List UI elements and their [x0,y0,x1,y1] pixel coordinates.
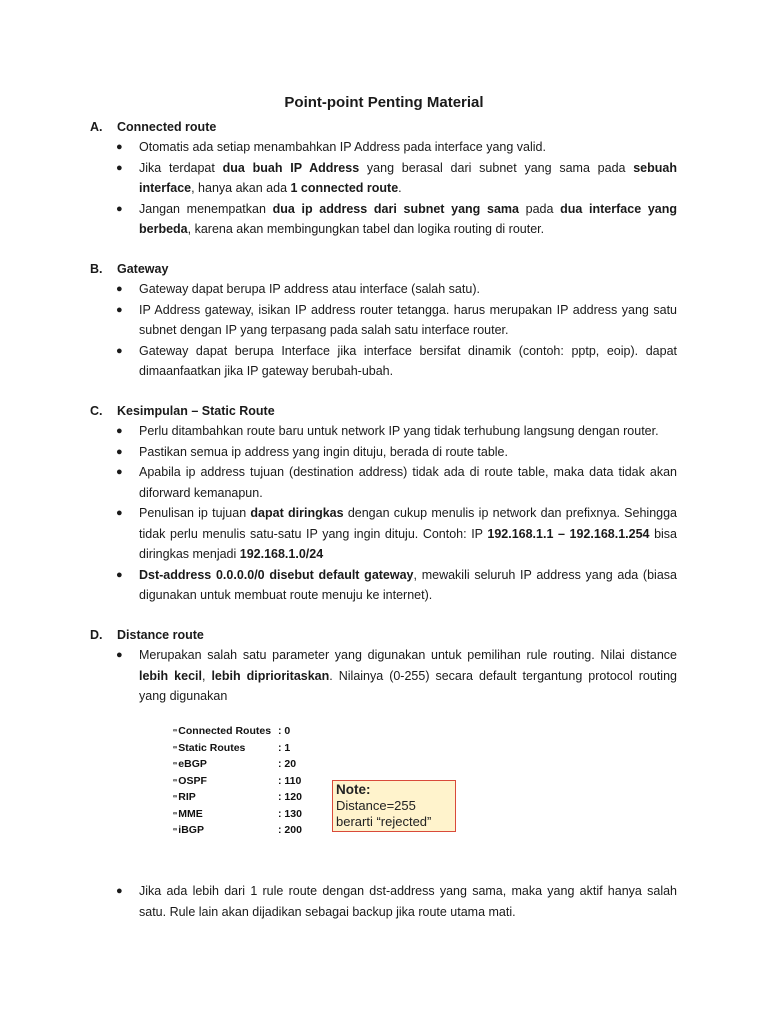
protocol-label: Connected Routes [178,725,272,738]
bullet-icon: ● [116,885,123,897]
list-item-text: Jika ada lebih dari 1 rule route dengan dst-address yang sama, maka yang aktif hanya salah satu. Rule lain akan dijadikan sebagai backup jika route utama mati. [139,884,677,919]
bullet-icon: ● [116,425,123,437]
note-box [332,780,456,832]
section-heading [90,117,690,137]
list-item [90,503,677,565]
distance-value: : 200 [278,824,302,836]
list-item [90,300,677,341]
list-item [90,158,677,199]
list-item [90,442,677,463]
protocol-label: iBGP [178,824,204,837]
distance-value: : 0 [278,725,291,737]
protocol-label: eBGP [178,758,207,771]
protocol-label: MME [178,807,203,820]
bullet-list [90,421,690,606]
row-marker-icon: ∞ [173,827,178,833]
page-title: Point-point Penting Material [284,94,484,111]
bullet-icon: ● [116,568,123,581]
note-line-1: Distance=255 [336,798,416,813]
distance-row [173,806,313,823]
section-distance-route [90,625,690,707]
section-heading [90,401,690,421]
list-item [90,137,677,158]
bullet-icon: ● [116,283,123,295]
distance-value: : 130 [278,807,302,820]
row-marker-icon: ∞ [173,728,178,734]
note-title: Note: [336,782,371,797]
distance-row [173,740,313,757]
bullet-list [90,881,690,922]
list-item-text: Gateway dapat berupa IP address atau interface (salah satu). [139,282,480,296]
distance-value: : 120 [278,791,302,803]
bullet-icon: ● [116,303,123,316]
section-heading [90,625,690,645]
list-item [90,881,677,922]
list-item-text: Pastikan semua ip address yang ingin dituju, berada di route table. [139,444,508,459]
distance-row [173,773,313,790]
bullet-list [90,279,690,382]
list-item [90,199,677,240]
list-item [90,341,677,382]
section-letter: B. [90,262,103,276]
section-static-route [90,401,690,606]
section-title: Connected route [117,120,217,134]
row-marker-icon: ∞ [173,794,178,800]
section-connected-route [90,117,690,240]
distance-value: : 20 [278,758,297,770]
section-letter: D. [90,628,103,642]
section-heading [90,259,690,279]
list-item-text: IP Address gateway, isikan IP address router tetangga. harus merupakan IP address yang satu subnet dengan IP yang terpasang pada salah satu interface router. [139,302,677,337]
bullet-icon: ● [116,649,123,661]
distance-value: : 110 [278,774,302,787]
distance-row [173,789,313,806]
bullet-icon: ● [116,202,123,215]
section-gateway [90,259,690,382]
section-title: Kesimpulan – Static Route [117,404,275,418]
row-marker-icon: ∞ [173,761,178,767]
list-item-text: Jika terdapat dua buah IP Address yang berasal dari subnet yang sama pada sebuah interface, hanya akan ada 1 connected route. [139,160,677,195]
distance-row [173,822,313,839]
list-item-text: Merupakan salah satu parameter yang digunakan untuk pemilihan rule routing. Nilai distance lebih kecil, lebih diprioritaskan. Nilainya (0-255) secara default tergantung protocol routing yang digunakan [139,648,677,703]
list-item [90,645,677,707]
row-marker-icon: ∞ [173,810,178,817]
list-item [90,421,677,442]
list-item [90,462,677,503]
list-item-text: Perlu ditambahkan route baru untuk network IP yang tidak terhubung langsung dengan router. [139,424,659,438]
bullet-icon: ● [116,344,123,357]
bullet-list [90,645,690,707]
distance-row [173,756,313,773]
bullet-icon: ● [116,161,123,174]
section-letter: A. [90,120,103,134]
bullet-icon: ● [116,507,123,519]
bullet-icon: ● [116,445,123,458]
note-line-2: berarti “rejected” [336,814,432,829]
section-distance-route-continued [90,881,690,922]
row-marker-icon: ∞ [173,744,178,751]
list-item [90,565,677,606]
list-item-text: Otomatis ada setiap menambahkan IP Address pada interface yang valid. [139,140,546,154]
list-item-text: Jangan menempatkan dua ip address dari subnet yang sama pada dua interface yang berbeda, karena akan membingungkan tabel dan logika routing di router. [139,201,677,236]
list-item-text: Gateway dapat berupa Interface jika interface bersifat dinamik (contoh: pptp, eoip). dapat dimaanfaatkan jika IP gateway berubah-ubah. [139,343,677,378]
list-item [90,279,677,300]
list-item-text: Dst-address 0.0.0.0/0 disebut default gateway, mewakili seluruh IP address yang ada (biasa digunakan untuk membuat route menuju ke internet). [139,567,677,602]
distance-row [173,723,313,740]
list-item-text: Apabila ip address tujuan (destination address) tidak ada di route table, maka data tidak akan diforward kemanapun. [139,465,677,500]
list-item-text: Penulisan ip tujuan dapat diringkas dengan cukup menulis ip network dan prefixnya. Sehingga tidak perlu menulis satu-satu IP yang ingin dituju. Contoh: IP 192.168.1.1 – 192.168.1.254 bisa diringkas menjadi 192.168.1.0/24 [139,506,678,561]
protocol-label: Static Routes [178,741,246,754]
protocol-label: OSPF [178,774,207,787]
section-letter: C. [90,404,103,418]
bullet-icon: ● [116,141,123,153]
section-title: Distance route [117,628,204,642]
distance-value: : 1 [278,741,291,754]
bullet-list [90,137,690,240]
section-title: Gateway [117,262,169,276]
administrative-distance-table [173,723,313,839]
row-marker-icon: ∞ [173,777,178,784]
protocol-label: RIP [178,791,196,804]
bullet-icon: ● [116,466,123,478]
